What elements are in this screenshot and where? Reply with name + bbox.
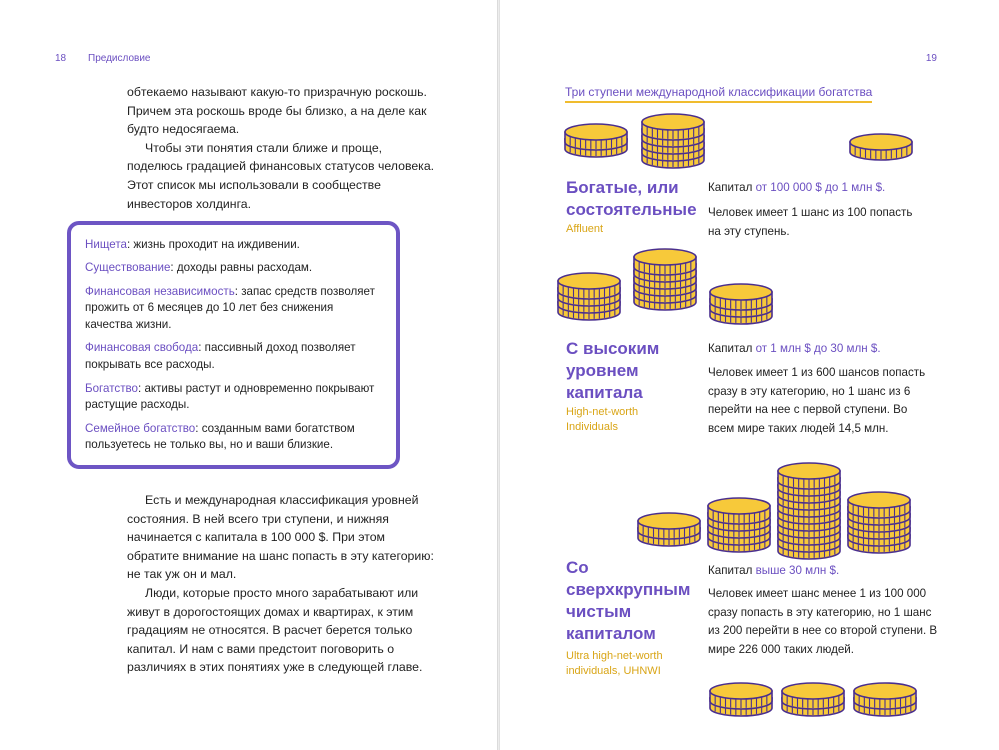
status-item-existence: Существование: доходы равны расходам.: [85, 261, 313, 275]
coin-stack-icon: [563, 122, 629, 164]
tier-capital-uhnwi: Капитал выше 30 млн $.: [708, 564, 840, 577]
tier-english-uhnwi: Ultra high-net-worth individuals, UHNWI: [566, 650, 663, 677]
coin-stack-icon: [636, 511, 702, 553]
tier-english-hnwi: High-net-worth Individuals: [566, 406, 639, 433]
coin-stack-icon: [708, 282, 774, 331]
status-item-poverty: Нищета: жизнь проходит на иждивении.: [85, 238, 300, 251]
page-number-left: 18: [55, 53, 67, 64]
tier-title-affluent: Богатые, или состоятельные: [566, 178, 697, 219]
tier-title-uhnwi: Со сверхкрупным чистым капиталом: [566, 558, 691, 643]
coin-stack-icon: [846, 490, 912, 560]
intro-paragraph: Чтобы эти понятия стали ближе и проще, поделюсь градацией финансовых статусов человека. Этот список мы использовали в сообществе инвесторов холдинга.: [127, 140, 435, 211]
tier-title-hnwi: С высоким уровнем капитала: [566, 339, 660, 402]
coin-stack-icon: [776, 461, 842, 566]
status-item-family-wealth: Семейное богатство: созданным вами богатством пользуетесь не только вы, но и ваши близкие.: [85, 421, 355, 452]
coin-stack-icon: [640, 112, 706, 175]
financial-status-box: [67, 221, 400, 469]
status-item-wealth: Богатство: активы растут и одновременно покрывают растущие расходы.: [85, 381, 375, 412]
running-head: Предисловие: [88, 53, 151, 64]
coin-stack-icon: [556, 271, 622, 327]
intro-paragraph: обтекаемо называют какую-то призрачную роскошь. Причем эта роскошь вроде бы близко, а на деле как будто недосягаема.: [127, 85, 427, 137]
closing-text: [127, 491, 437, 677]
coin-stack-icon: [632, 247, 698, 317]
coin-stack-icon: [780, 681, 846, 723]
coin-stack-icon: [852, 681, 918, 723]
status-item-financial-independence: Финансовая независимость: запас средств позволяет прожить от 6 месяцев до 10 лет без снижения качества жизни.: [85, 284, 375, 332]
tier-description-uhnwi: Человек имеет шанс менее 1 из 100 000 сразу попасть в эту категорию, но 1 шанс из 200 перейти в нее со второй ступени. В мире 226 000 таких людей.: [708, 587, 938, 656]
closing-paragraph: Люди, которые просто много зарабатывают или живут в дорогостоящих домах и квартирах, к этим градациям не относятся. В расчет берется только капитал. И нам с вами предстоит поговорить о различиях в этих понятиях уже в следующей главе.: [127, 585, 423, 675]
coin-stack-icon: [848, 132, 914, 167]
intro-text: [127, 83, 437, 213]
classification-heading: Три ступени международной классификации богатства: [565, 85, 872, 103]
tier-capital-hnwi: Капитал от 1 млн $ до 30 млн $.: [708, 342, 881, 355]
coin-stack-icon: [706, 496, 772, 559]
tier-capital-affluent: Капитал от 100 000 $ до 1 млн $.: [708, 181, 886, 194]
closing-paragraph: Есть и международная классификация уровней состояния. В ней всего три ступени, и нижняя начинается с капитала в 100 000 $. При этом обратите внимание на шанс попасть в эту категорию: не так уж он и мал.: [127, 493, 434, 582]
tier-english-affluent: Affluent: [566, 223, 604, 235]
tier-description-affluent: Человек имеет 1 шанс из 100 попасть на эту ступень.: [708, 206, 913, 238]
right-page: [500, 0, 999, 750]
left-page: [0, 0, 497, 750]
page-number-right: 19: [925, 53, 937, 64]
tier-description-hnwi: Человек имеет 1 из 600 шансов попасть сразу в эту категорию, но 1 шанс из 6 перейти на нее с первой ступени. Во всем мире таких людей 14,5 млн.: [708, 366, 926, 435]
status-item-financial-freedom: Финансовая свобода: пассивный доход позволяет покрывать все расходы.: [85, 341, 356, 372]
coin-stack-icon: [708, 681, 774, 723]
